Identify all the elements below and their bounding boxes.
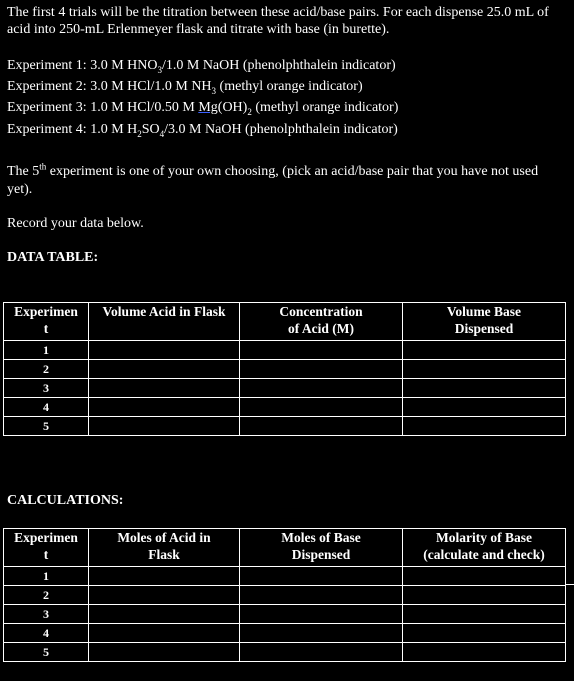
calculations-header-row [4, 529, 566, 567]
row-number: 2 [4, 586, 89, 605]
table-cell[interactable] [240, 360, 403, 379]
table-row [4, 341, 566, 360]
table-cell[interactable] [240, 398, 403, 417]
header-experiment: Experimen t [4, 529, 89, 567]
table-cell[interactable] [403, 605, 566, 624]
table-cell[interactable] [403, 360, 566, 379]
table-cell[interactable] [403, 624, 566, 643]
experiment-3: Experiment 3: 1.0 M HCl/0.50 M $Mg(OH)_2$ (methyl orange indicator) [7, 100, 399, 117]
data-table [3, 302, 566, 436]
table-cell[interactable] [89, 379, 240, 398]
table-cell[interactable] [403, 586, 566, 605]
table-cell[interactable] [403, 643, 566, 662]
table-cell[interactable] [240, 605, 403, 624]
row-number: 1 [4, 341, 89, 360]
experiment-1: Experiment 1: 3.0 M $HNO_3/1.0$ M NaOH (phenolphthalein indicator) [7, 58, 396, 75]
fifth-experiment-line-1: The 5th experiment is one of your own choosing, (pick an acid/base pair that you have not used [7, 161, 539, 179]
table-cell[interactable] [89, 398, 240, 417]
row-number: 4 [4, 398, 89, 417]
table-cell[interactable] [89, 417, 240, 436]
table-cell[interactable] [89, 360, 240, 379]
table-cell[interactable] [89, 586, 240, 605]
table-row [4, 624, 566, 643]
row-number: 2 [4, 360, 89, 379]
record-instruction: Record your data below. [7, 216, 144, 231]
table-cell[interactable] [240, 586, 403, 605]
row-number: 3 [4, 605, 89, 624]
calculations-heading: CALCULATIONS: [7, 493, 124, 508]
table-cell[interactable] [403, 398, 566, 417]
table-cell[interactable] [89, 341, 240, 360]
table-cell[interactable] [240, 417, 403, 436]
data-table-heading: DATA TABLE: [7, 250, 99, 265]
table-cell[interactable] [403, 417, 566, 436]
table-cell[interactable] [240, 567, 403, 586]
row-number: 5 [4, 643, 89, 662]
table-cell[interactable] [403, 567, 566, 586]
table-cell[interactable] [89, 643, 240, 662]
table-cell[interactable] [403, 341, 566, 360]
header-concentration-acid: Concentration of Acid (M) [240, 303, 403, 341]
table-cell[interactable] [89, 605, 240, 624]
table-row [4, 605, 566, 624]
intro-line-1: The first 4 trials will be the titration between these acid/base pairs. For each dispense 25.0 mL of [7, 5, 549, 20]
header-moles-acid: Moles of Acid in Flask [89, 529, 240, 567]
table-cell[interactable] [240, 624, 403, 643]
table-cell[interactable] [240, 643, 403, 662]
table-row [4, 379, 566, 398]
header-experiment: Experimen t [4, 303, 89, 341]
intro-line-2: acid into 250-mL Erlenmeyer flask and titrate with base (in burette). [7, 22, 390, 37]
experiment-2: Experiment 2: 3.0 M HCl/1.0 M $NH_3$ (methyl orange indicator) [7, 79, 363, 96]
table-row [4, 586, 566, 605]
table-row [4, 398, 566, 417]
table-cell[interactable] [240, 379, 403, 398]
header-volume-base: Volume Base Dispensed [403, 303, 566, 341]
table-cell[interactable] [240, 341, 403, 360]
header-moles-base: Moles of Base Dispensed [240, 529, 403, 567]
table-cell[interactable] [89, 567, 240, 586]
table-row [4, 360, 566, 379]
experiment-4: Experiment 4: 1.0 M $H_2SO_4/3.0$ M NaOH (phenolphthalein indicator) [7, 122, 398, 139]
header-volume-acid: Volume Acid in Flask [89, 303, 240, 341]
table-cell[interactable] [403, 379, 566, 398]
header-molarity-base: Molarity of Base (calculate and check) [403, 529, 566, 567]
row-number: 1 [4, 567, 89, 586]
calculations-table [3, 528, 566, 662]
table-row [4, 417, 566, 436]
table-row [4, 567, 566, 586]
fifth-experiment-line-2: yet). [7, 182, 33, 197]
page-edge-mark [566, 584, 574, 585]
row-number: 4 [4, 624, 89, 643]
table-row [4, 643, 566, 662]
data-table-header-row [4, 303, 566, 341]
row-number: 5 [4, 417, 89, 436]
row-number: 3 [4, 379, 89, 398]
table-cell[interactable] [89, 624, 240, 643]
